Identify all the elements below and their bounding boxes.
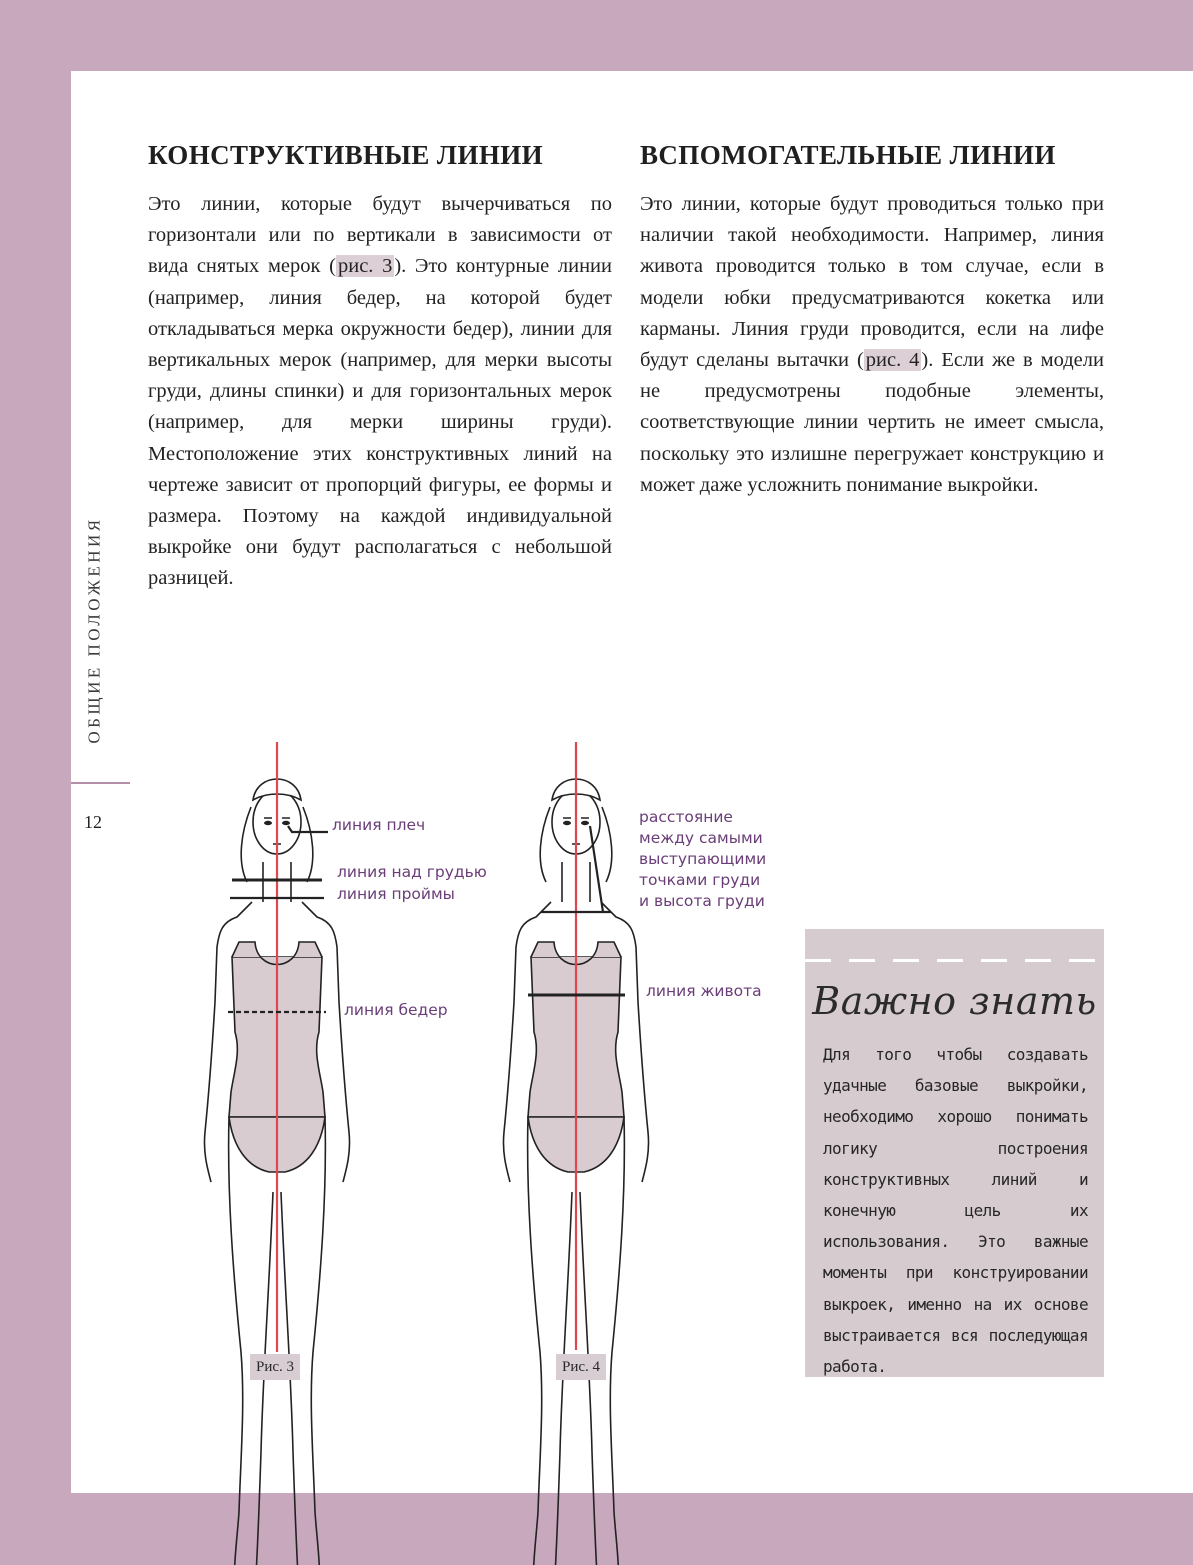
text-before-ref: Это линии, которые будут проводиться только при наличии такой необходимости. Например, линия живота проводится только в том случае, если в модели юбки предусматриваются кокетка или карманы. Линия груди проводится, если на лифе будут сделаны вытачки ( bbox=[640, 193, 1104, 372]
label-hip-line: линия бедер bbox=[344, 1001, 448, 1019]
label-above-bust-line: линия над грудью bbox=[337, 863, 487, 881]
label-bust-distance-3: выступающими bbox=[639, 850, 767, 868]
figure-3-drawing bbox=[204, 742, 349, 1565]
auxiliary-lines-heading: ВСПОМОГАТЕЛЬНЫЕ ЛИНИИ bbox=[640, 140, 1056, 170]
text-after-ref: ). Это контурные линии (например, линия бедер, на которой будет откладываться мерка окружности бедер), линии для вертикальных мерок (например, для мерки высоты груди, длины спинки) и для горизонтальных мерок (например, для мерки ширины груди). Местоположение этих конструктивных линий на чертеже зависит от пропорций фигуры, ее формы и размера. Поэтому на каждой индивидуальной выкройке они будут располагаться с небольшой разницей. bbox=[148, 255, 612, 590]
figure-4-drawing bbox=[503, 742, 648, 1565]
text-after-ref: ). Если же в модели не предусмотрены подобные элементы, соответствующие линии чертить не имеет смысла, поскольку это излишне перегружает конструкцию и может даже усложнить понимание выкройки. bbox=[640, 349, 1104, 496]
section-label-text: ОБЩИЕ ПОЛОЖЕНИЯ bbox=[85, 516, 105, 744]
label-belly-line: линия живота bbox=[646, 982, 762, 1000]
note-title: Важно знать bbox=[812, 979, 1097, 1023]
label-bust-distance-1: расстояние bbox=[639, 808, 733, 826]
figure-3-reference[interactable]: рис. 3 bbox=[337, 255, 393, 278]
label-bust-distance-4: точками груди bbox=[639, 871, 761, 889]
label-armhole-line: линия проймы bbox=[337, 885, 455, 903]
figure-3-caption: Рис. 3 bbox=[250, 1354, 300, 1380]
constructive-lines-heading: КОНСТРУКТИВНЫЕ ЛИНИИ bbox=[148, 140, 544, 170]
text-before-ref: Это линии, которые будут вычерчиваться по горизонтали или по вертикали в зависимости от вида снятых мерок ( bbox=[148, 193, 612, 278]
figure-4-reference[interactable]: рис. 4 bbox=[865, 349, 920, 372]
label-bust-distance-2: между самыми bbox=[639, 829, 763, 847]
label-shoulder-line: линия плеч bbox=[332, 816, 426, 834]
note-dashed-divider bbox=[805, 959, 1104, 962]
figure-4-caption: Рис. 4 bbox=[556, 1354, 606, 1380]
page-number: 12 bbox=[84, 812, 102, 832]
note-text: Для того чтобы создавать удачные базовые выкройки, необходимо хорошо понимать логику построения конструктивных линий и конечную цель их использования. Это важные моменты при конструировании выкроек, именно на их основе выстраивается вся последующая работа. bbox=[823, 1045, 1088, 1377]
label-bust-distance-5: и высота груди bbox=[639, 892, 765, 910]
important-note-box bbox=[805, 929, 1104, 1377]
